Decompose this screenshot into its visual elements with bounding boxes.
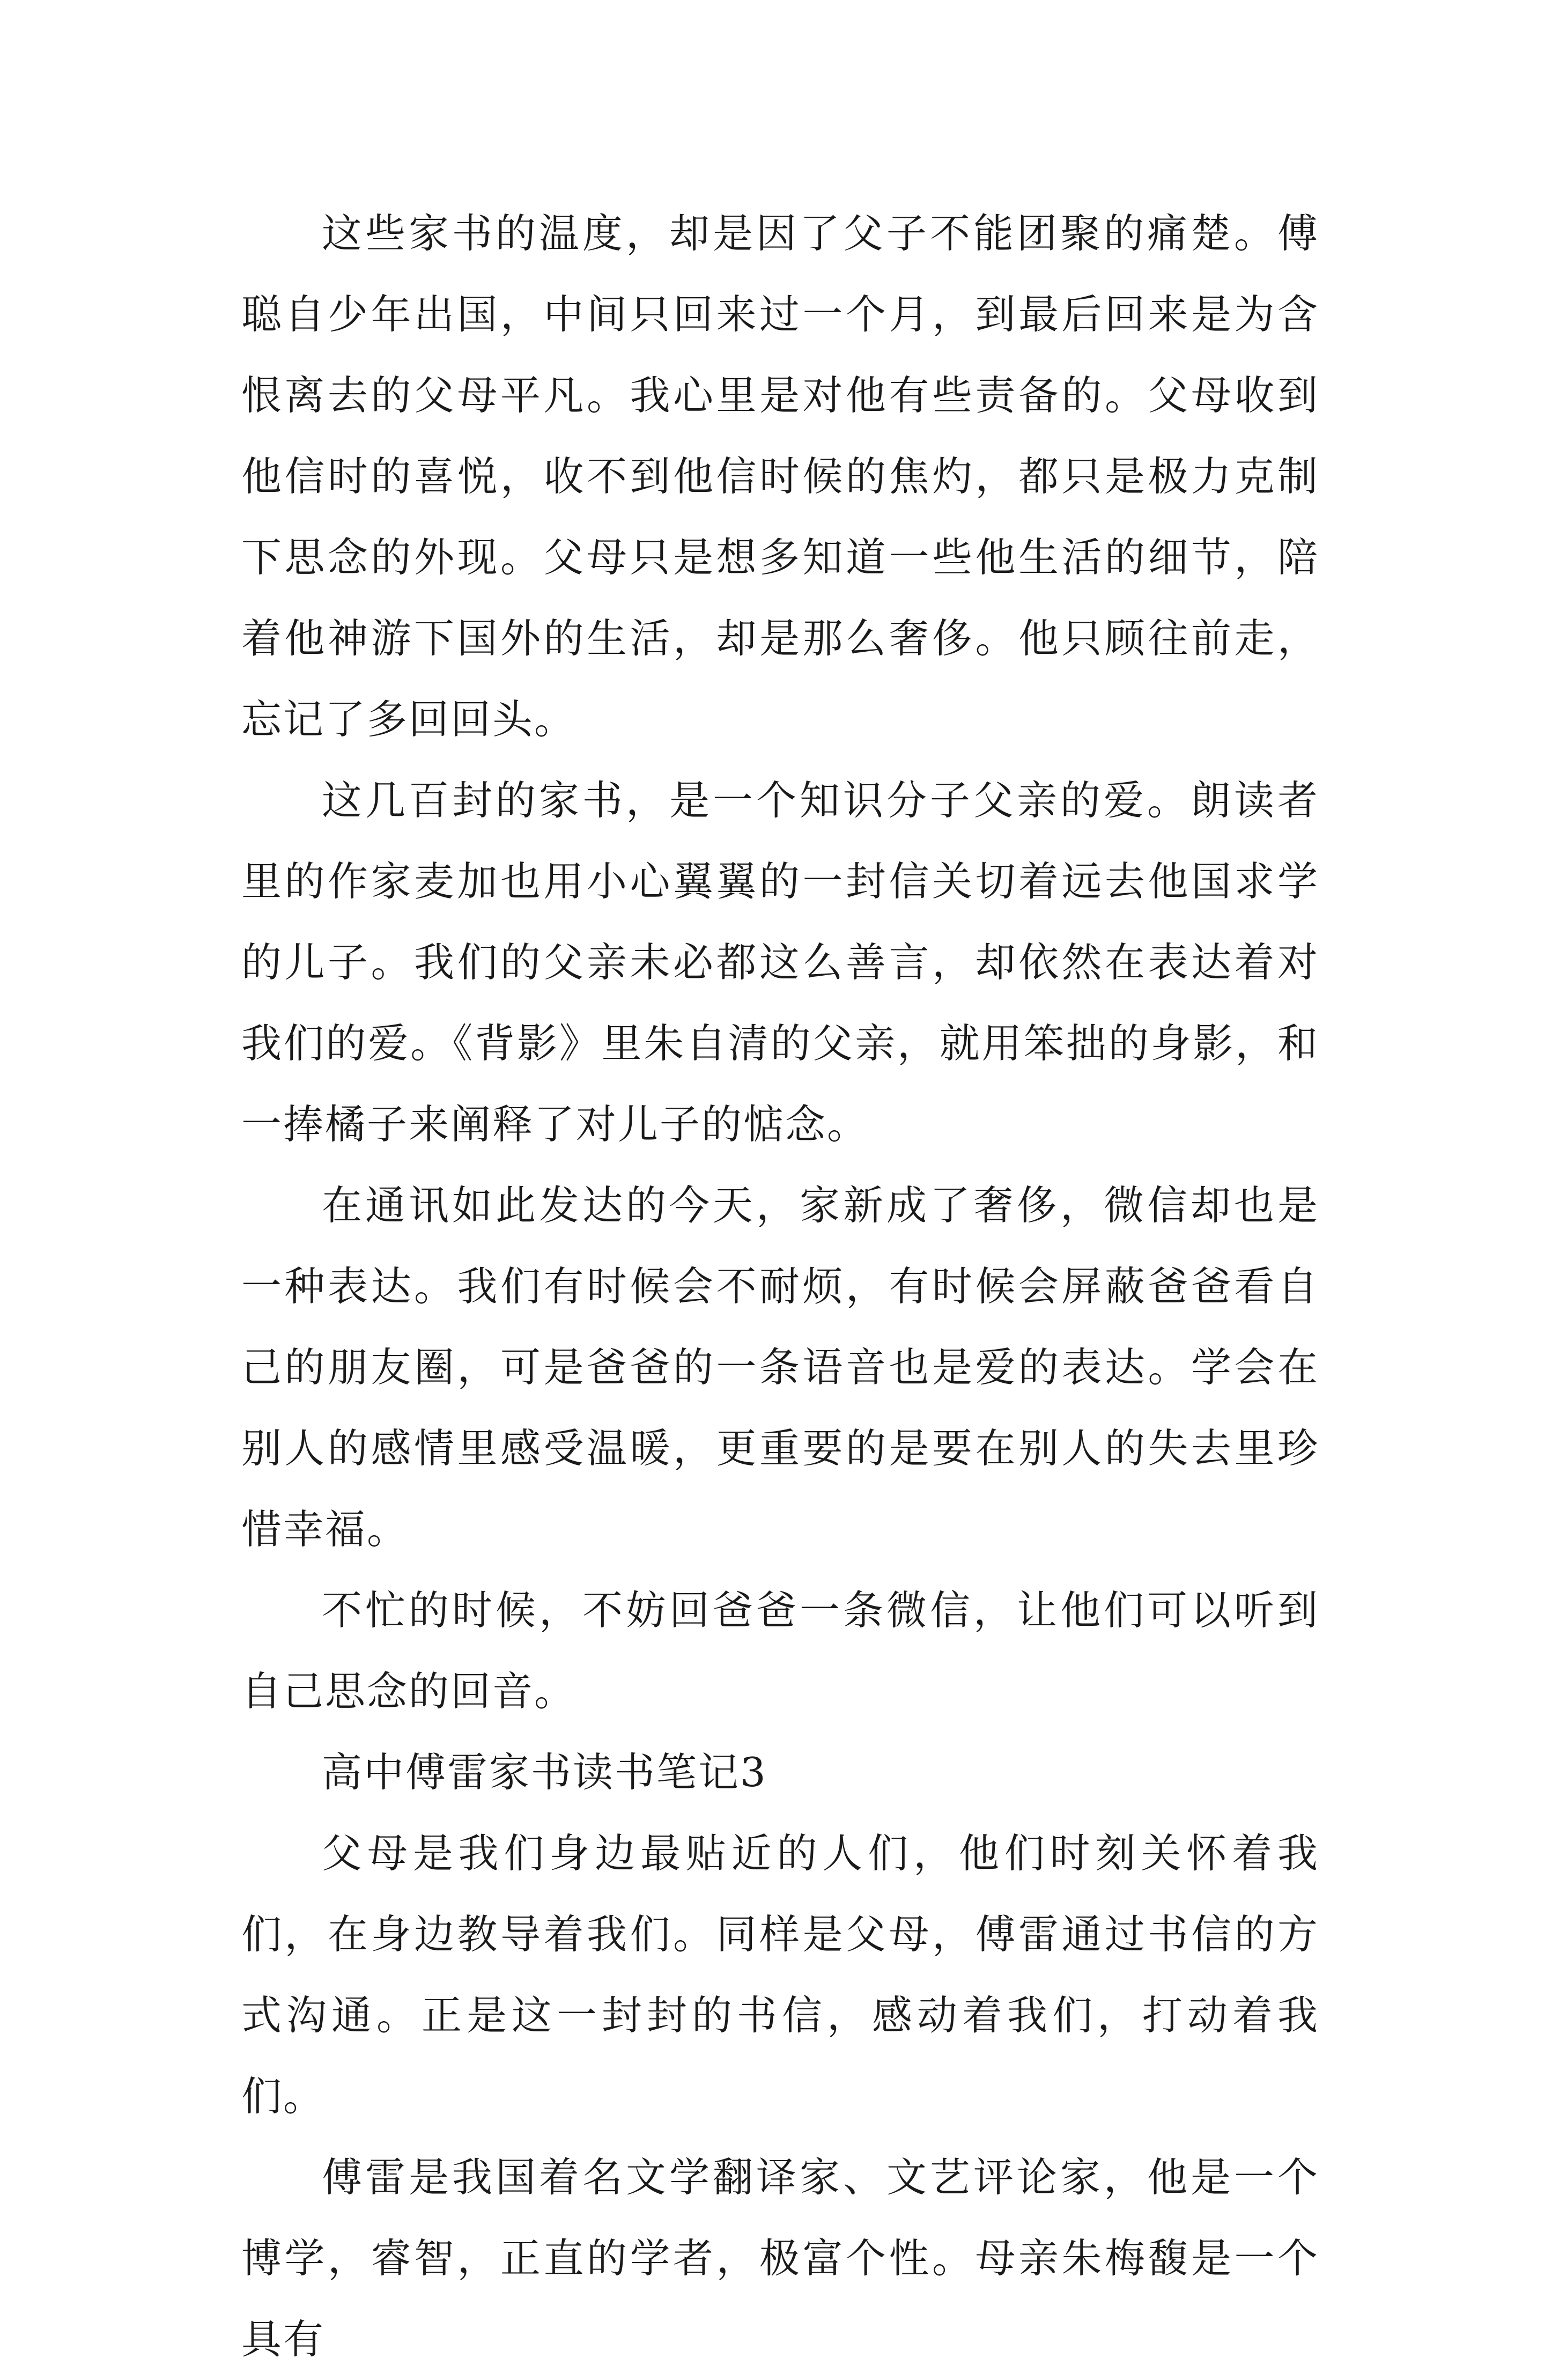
paragraph: 这些家书的温度，却是因了父子不能团聚的痛楚。傅聪自少年出国，中间只回来过一个月，到最后回来是为含恨离去的父母平凡。我心里是对他有些责备的。父母收到他信时的喜悦，收不到他信时候的焦灼，都只是极力克制下思念的外现。父母只是想多知道一些他生活的细节，陪着他神游下国外的生活，却是那么奢侈。他只顾往前走，忘记了多回回头。 — [241, 210, 1319, 743]
paragraph: 傅雷是我国着名文学翻译家、文艺评论家，他是一个博学，睿智，正直的学者，极富个性。母亲朱梅馥是一个具有 — [241, 2154, 1319, 2363]
paragraph: 不忙的时候，不妨回爸爸一条微信，让他们可以听到自己思念的回音。 — [241, 1587, 1319, 1715]
document-body — [241, 193, 1319, 2380]
paragraph: 父母是我们身边最贴近的人们，他们时刻关怀着我们，在身边教导着我们。同样是父母，傅雷通过书信的方式沟通。正是这一封封的书信，感动着我们，打动着我们。 — [241, 1830, 1319, 2120]
section-heading: 高中傅雷家书读书笔记3 — [322, 1749, 767, 1796]
paragraph: 在通讯如此发达的今天，家新成了奢侈，微信却也是一种表达。我们有时候会不耐烦，有时候会屏蔽爸爸看自己的朋友圈，可是爸爸的一条语音也是爱的表达。学会在别人的感情里感受温暖，更重要的是要在别人的失去里珍惜幸福。 — [241, 1182, 1319, 1553]
paragraph: 这几百封的家书，是一个知识分子父亲的爱。朗读者里的作家麦加也用小心翼翼的一封信关切着远去他国求学的儿子。我们的父亲未必都这么善言，却依然在表达着对我们的爱。《背影》里朱自清的父亲，就用笨拙的身影，和一捧橘子来阐释了对儿子的惦念。 — [241, 777, 1319, 1148]
